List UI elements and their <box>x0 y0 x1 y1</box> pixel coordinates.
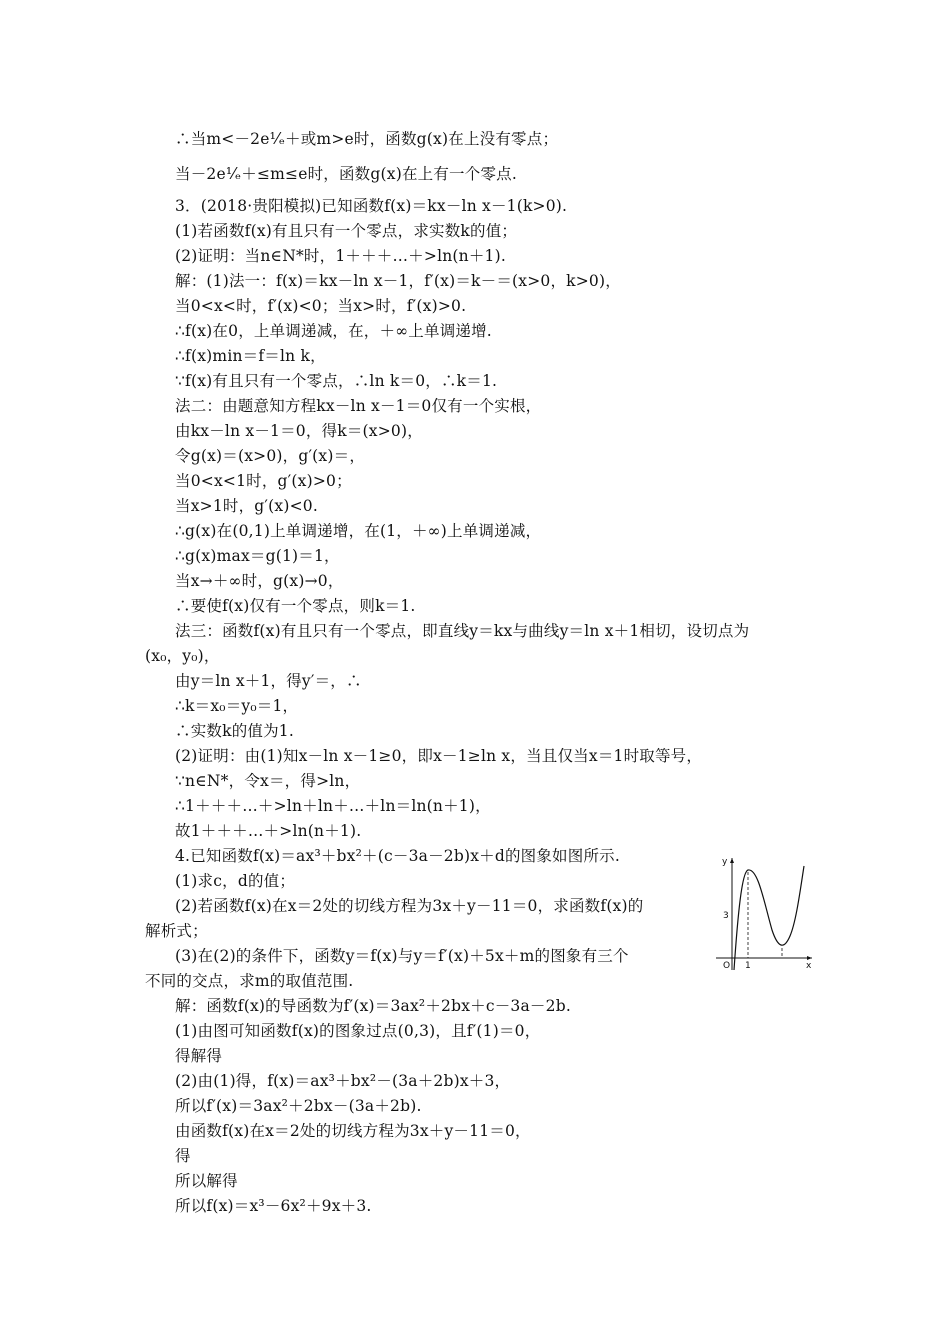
text-line: ∴f(x)在0，上单调递减，在，＋∞上单调递增. <box>175 322 492 340</box>
text-line: 故1＋＋＋…＋>ln(n＋1). <box>175 822 362 840</box>
text-line: 3．(2018·贵阳模拟)已知函数f(x)＝kx－ln x－1(k>0). <box>175 197 568 215</box>
y-axis-arrow-icon <box>730 858 734 863</box>
text-line: 4.已知函数f(x)＝ax³＋bx²＋(c－3a－2b)x＋d的图象如图所示. <box>175 847 620 865</box>
function-graph-figure <box>712 852 816 972</box>
text-line: 解析式； <box>145 922 208 940</box>
function-graph <box>712 852 816 972</box>
text-line: ∵n∈N*，令x＝，得>ln， <box>175 772 361 790</box>
text-line: 所以f(x)＝x³－6x²＋9x＋3. <box>175 1197 372 1215</box>
text-line: (2)若函数f(x)在x＝2处的切线方程为3x＋y－11＝0，求函数f(x)的 <box>175 897 644 915</box>
text-line: 由kx－ln x－1＝0，得k＝(x>0)， <box>175 422 423 440</box>
text-line: 法二：由题意知方程kx－ln x－1＝0仅有一个实根， <box>175 397 542 415</box>
text-line: 解：函数f(x)的导函数为f′(x)＝3ax²＋2bx＋c－3a－2b. <box>175 997 571 1015</box>
text-line: ∴g(x)在(0,1)上单调递增，在(1，＋∞)上单调递减， <box>175 522 542 540</box>
text-line: (2)证明：由(1)知x－ln x－1≥0，即x－1≥ln x，当且仅当x＝1时取等号， <box>175 747 703 765</box>
text-line: 得 <box>175 1147 191 1165</box>
text-line: (2)证明：当n∈N*时，1＋＋＋…＋>ln(n＋1). <box>175 247 506 265</box>
text-line: (3)在(2)的条件下，函数y＝f(x)与y＝f′(x)＋5x＋m的图象有三个 <box>175 947 629 965</box>
text-line: 当x>1时，g′(x)<0. <box>175 497 318 515</box>
text-line: 法三：函数f(x)有且只有一个零点，即直线y＝kx与曲线y＝ln x＋1相切，设切点为 <box>175 622 750 640</box>
text-line: 所以解得 <box>175 1172 238 1190</box>
text-line: (x₀，y₀)， <box>145 647 220 665</box>
text-line: ∵f(x)有且只有一个零点，∴ln k＝0，∴k＝1. <box>175 372 498 390</box>
text-line: 当0<x<1时，g′(x)>0； <box>175 472 352 490</box>
text-line: 由函数f(x)在x＝2处的切线方程为3x＋y－11＝0， <box>175 1122 531 1140</box>
text-line: (1)若函数f(x)有且只有一个零点，求实数k的值； <box>175 222 518 240</box>
text-line: 当x→＋∞时，g(x)→0， <box>175 572 344 590</box>
text-line: ∴f(x)min＝f＝ln k， <box>175 347 326 365</box>
text-line: 当0<x<时，f′(x)<0；当x>时，f′(x)>0. <box>175 297 467 315</box>
text-line: 不同的交点，求m的取值范围. <box>145 972 354 990</box>
origin-label: O <box>723 961 731 971</box>
text-line: ∴g(x)max＝g(1)＝1， <box>175 547 340 565</box>
text-line: 令g(x)＝(x>0)，g′(x)＝， <box>175 447 366 465</box>
text-line: 当－2e¹⁄ₑ＋≤m≤e时，函数g(x)在上有一个零点. <box>175 165 517 183</box>
text-line: (2)由(1)得，f(x)＝ax³＋bx²－(3a＋2b)x＋3， <box>175 1072 511 1090</box>
text-line: 由y＝ln x＋1，得y′＝，∴ <box>175 672 362 690</box>
text-line: 所以f′(x)＝3ax²＋2bx－(3a＋2b). <box>175 1097 422 1115</box>
text-line: ∴当m<－2e¹⁄ₑ＋或m>e时，函数g(x)在上没有零点； <box>175 130 559 148</box>
text-line: 得解得 <box>175 1047 223 1065</box>
y-tick-label: 3 <box>723 911 729 921</box>
text-line: (1)求c，d的值； <box>175 872 296 890</box>
function-curve <box>734 866 804 970</box>
text-line: ∴实数k的值为1. <box>175 722 294 740</box>
text-line: 解：(1)法一：f(x)＝kx－ln x－1，f′(x)＝k－＝(x>0，k>0)， <box>175 272 621 290</box>
x-axis-label: x <box>806 961 812 971</box>
text-line: ∴要使f(x)仅有一个零点，则k＝1. <box>175 597 416 615</box>
x-tick-label: 1 <box>745 961 751 971</box>
x-axis-arrow-icon <box>807 956 812 960</box>
text-line: (1)由图可知函数f(x)的图象过点(0,3)，且f′(1)＝0， <box>175 1022 541 1040</box>
text-line: ∴k＝x₀＝y₀＝1， <box>175 697 299 715</box>
y-axis-label: y <box>722 857 728 867</box>
text-line: ∴1＋＋＋…＋>ln＋ln＋…＋ln＝ln(n＋1)， <box>175 797 491 815</box>
